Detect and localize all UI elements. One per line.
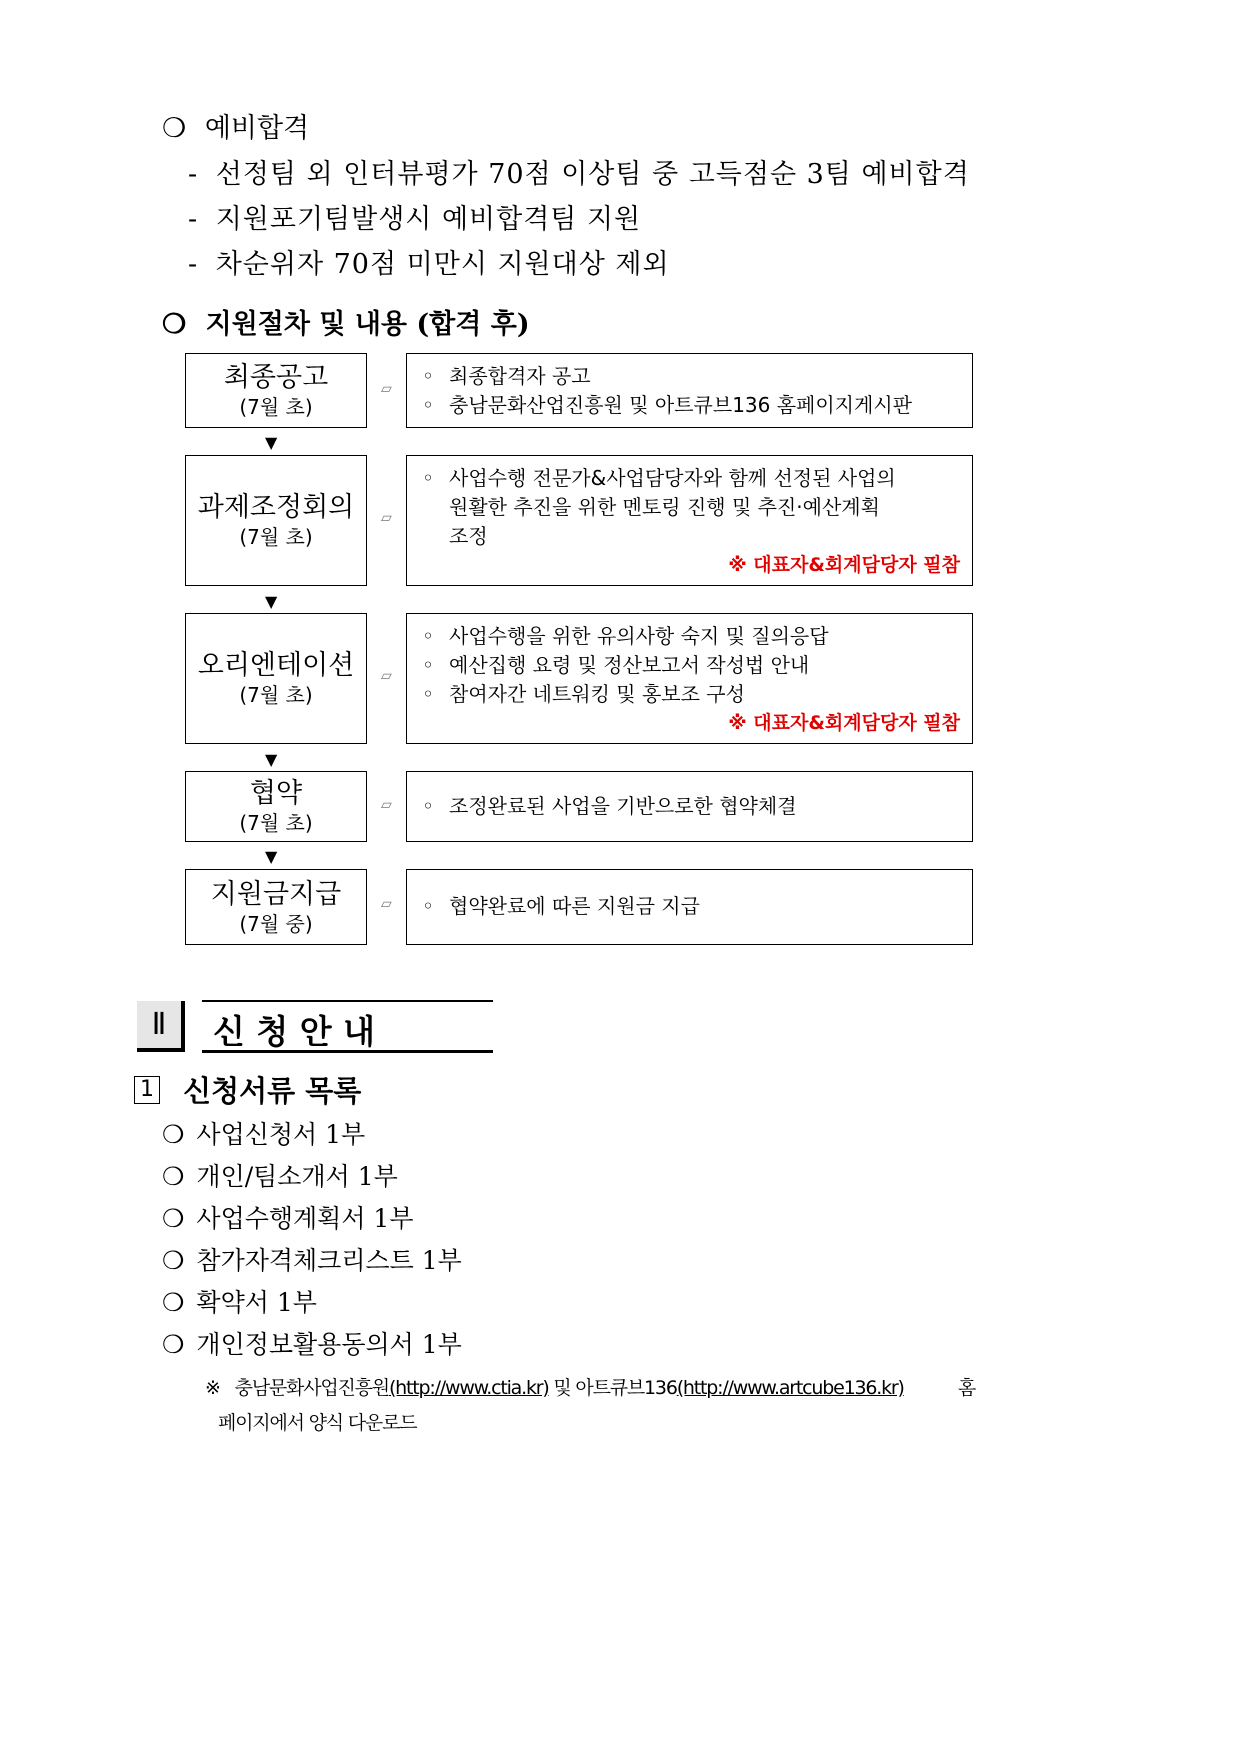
step-description: ◦ 협약완료에 따른 지원금 지급 — [406, 869, 973, 945]
section-number: Ⅱ — [151, 1007, 167, 1042]
small-circle-icon: ◦ — [422, 393, 434, 417]
connector-icon: ▱ — [381, 510, 392, 526]
circle-bullet-icon: ❍ — [162, 1204, 185, 1233]
subsection-title: 신청서류 목록 — [183, 1074, 362, 1108]
list-item: ❍ 참가자격체크리스트 1부 — [162, 1246, 462, 1275]
connector-icon: ▱ — [381, 797, 392, 813]
circle-bullet-icon: ❍ — [162, 1246, 185, 1275]
list-item: ❍ 확약서 1부 — [162, 1288, 317, 1317]
section-title-box — [202, 1000, 493, 1053]
list-item: ❍ 개인정보활용동의서 1부 — [162, 1330, 462, 1359]
step-date: (7월 초) — [239, 683, 313, 707]
small-circle-icon: ◦ — [422, 466, 434, 490]
circle-bullet-icon: ❍ — [162, 1162, 185, 1191]
step-name: 최종공고 — [223, 362, 329, 393]
circle-bullet-icon: ❍ — [162, 1120, 185, 1149]
step-box — [185, 455, 367, 586]
attendance-note: ※ 대표자&회계담당자 필참 — [728, 712, 960, 734]
step-description: ◦ 사업수행 전문가&사업담당자와 함께 선정된 사업의 원활한 추진을 위한 멘토링 진행 및 추진·예산계획 조정 ※ 대표자&회계담당자 필참 — [406, 455, 973, 586]
subsection-number-box: 1 — [134, 1076, 160, 1104]
download-note-line2: 페이지에서 양식 다운로드 — [218, 1412, 417, 1434]
subsection-heading — [134, 1069, 361, 1110]
step-box — [185, 613, 367, 744]
list-item: ❍ 사업수행계획서 1부 — [162, 1204, 414, 1233]
preliminary-item: - 지원포기팀발생시 예비합격팀 지원 — [188, 204, 642, 235]
section-number-box — [137, 1001, 185, 1052]
artcube-link[interactable]: (http://www.artcube136.kr) — [676, 1377, 904, 1399]
step-date: (7월 초) — [239, 811, 313, 835]
download-note: ※ 충남문화사업진흥원(http://www.ctia.kr) 및 아트큐브136(http://www.artcube136.kr) 홈 — [205, 1377, 975, 1399]
small-circle-icon: ◦ — [422, 894, 434, 918]
procedure-title: 지원절차 및 내용 (합격 후) — [205, 309, 530, 340]
step-box — [185, 771, 367, 842]
circle-bullet-icon: ❍ — [162, 1330, 185, 1359]
connector-icon: ▱ — [381, 896, 392, 912]
small-circle-icon: ◦ — [422, 682, 434, 706]
list-item: ❍ 개인/팀소개서 1부 — [162, 1162, 398, 1191]
ctia-link[interactable]: (http://www.ctia.kr) — [388, 1377, 549, 1399]
step-date: (7월 초) — [239, 525, 313, 549]
step-description: ◦ 조정완료된 사업을 기반으로한 협약체결 — [406, 771, 973, 842]
step-description: ◦ 최종합격자 공고 ◦ 충남문화산업진흥원 및 아트큐브136 홈페이지게시판 — [406, 353, 973, 428]
procedure-heading — [162, 302, 530, 341]
small-circle-icon: ◦ — [422, 364, 434, 388]
step-box — [185, 353, 367, 428]
small-circle-icon: ◦ — [422, 624, 434, 648]
step-date: (7월 초) — [239, 395, 313, 419]
list-item: ❍ 사업신청서 1부 — [162, 1120, 366, 1149]
down-arrow-icon: ▼ — [265, 750, 278, 769]
step-date: (7월 중) — [239, 911, 313, 936]
small-circle-icon: ◦ — [422, 794, 434, 818]
circle-bullet-icon: ❍ — [162, 309, 187, 340]
small-circle-icon: ◦ — [422, 653, 434, 677]
circle-bullet-icon: ❍ — [162, 113, 187, 144]
step-name: 과제조정회의 — [197, 492, 355, 523]
section-preliminary-heading — [162, 106, 309, 145]
step-name: 오리엔테이션 — [197, 650, 355, 681]
down-arrow-icon: ▼ — [265, 847, 278, 866]
down-arrow-icon: ▼ — [265, 433, 278, 452]
attendance-note: ※ 대표자&회계담당자 필참 — [728, 554, 960, 576]
preliminary-title: 예비합격 — [204, 113, 310, 144]
step-name: 협약 — [249, 778, 303, 809]
step-description: ◦ 사업수행을 위한 유의사항 숙지 및 질의응답 ◦ 예산집행 요령 및 정산보고서 작성법 안내 ◦ 참여자간 네트워킹 및 홍보조 구성 ※ 대표자&회계담당자 필참 — [406, 613, 973, 744]
circle-bullet-icon: ❍ — [162, 1288, 185, 1317]
connector-icon: ▱ — [381, 381, 392, 397]
step-name: 지원금지급 — [210, 878, 342, 910]
step-box — [185, 869, 367, 945]
connector-icon: ▱ — [381, 668, 392, 684]
down-arrow-icon: ▼ — [265, 592, 278, 611]
preliminary-item: - 선정팀 외 인터뷰평가 70점 이상팀 중 고득점순 3팀 예비합격 — [188, 159, 970, 190]
preliminary-item: - 차순위자 70점 미만시 지원대상 제외 — [188, 249, 670, 280]
section-title: 신 청 안 내 — [213, 1012, 375, 1051]
